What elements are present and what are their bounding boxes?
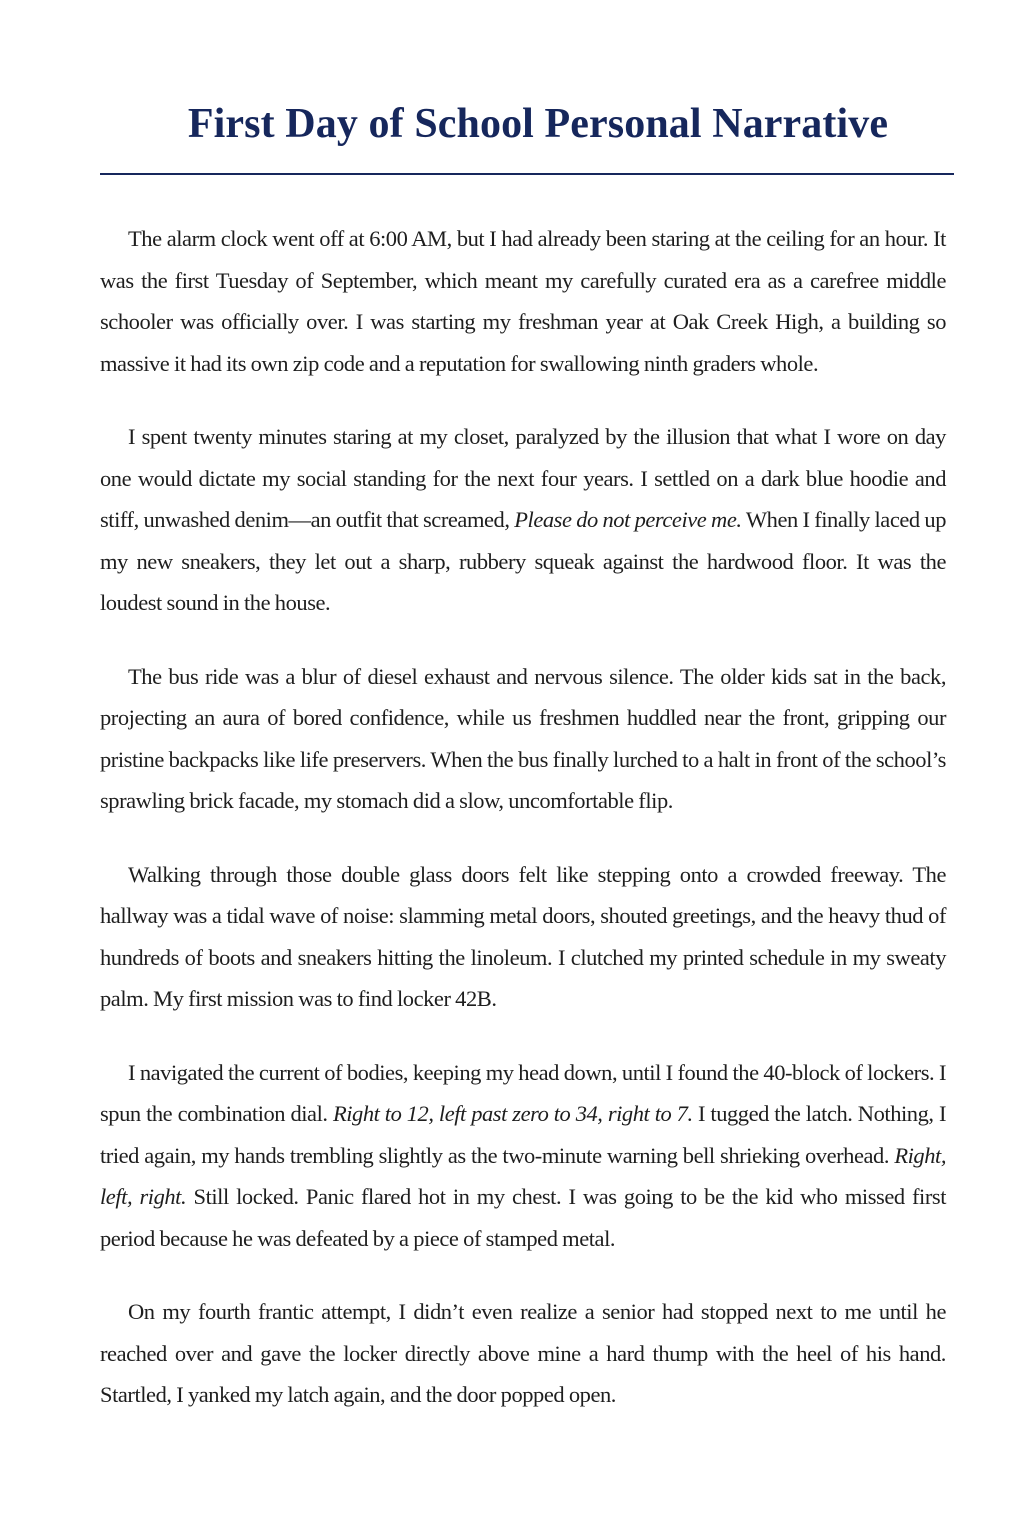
paragraph-1 — [100, 218, 946, 384]
paragraph-6 — [100, 1291, 946, 1416]
paragraph-2 — [100, 416, 946, 624]
italic-phrase: Please do not perceive me. — [514, 507, 742, 532]
text-segment: On my fourth frantic attempt, I didn’t even realize a senior had stopped next to me until he reached over and gave the locker directly above mine a hard thump with the heel of his hand. Startled, I yanked my latch again, and the door popped open. — [100, 1299, 946, 1407]
narrative-body — [100, 218, 946, 1416]
text-segment: When I finally laced up my new sneakers, they let out a sharp, rubbery squeak against the hardwood floor. It was the loudest sound in the house. — [100, 507, 947, 615]
text-segment: I tugged the latch. Nothing, I tried again, my hands trembling slightly as the two-minute warning bell shrieking overhead. — [100, 1101, 946, 1168]
text-segment: The alarm clock went off at 6:00 AM, but I had already been staring at the ceiling for an hour. It was the first Tuesday of September, which meant my carefully curated era as a carefree middle schooler was officially over. I was starting my freshman year at Oak Creek High, a building so massive it had its own zip code and a reputation for swallowing ninth graders whole. — [100, 226, 946, 376]
paragraph-3 — [100, 656, 946, 822]
text-segment: Walking through those double glass doors felt like stepping onto a crowded freeway. The hallway was a tidal wave of noise: slamming metal doors, shouted greetings, and the heavy thud of hundreds of boots and sneakers hitting the linoleum. I clutched my printed schedule in my sweaty palm. My first mission was to find locker 42B. — [100, 861, 946, 1011]
document-title: First Day of School Personal Narrative — [187, 101, 889, 147]
paragraph-4 — [100, 854, 946, 1020]
text-segment: The bus ride was a blur of diesel exhaust and nervous silence. The older kids sat in the back, projecting an aura of bored confidence, while us freshmen huddled near the front, gripping our pristine backpacks like life preservers. When the bus finally lurched to a halt in front of the school’s sprawling brick facade, my stomach did a slow, uncomfortable flip. — [100, 663, 946, 813]
text-segment: I navigated the current of bodies, keeping my head down, until I found the 40-block of lockers. I spun the combination dial. — [100, 1059, 946, 1126]
italic-phrase: Right, left, right. — [100, 1142, 946, 1209]
italic-phrase: Right to 12, left past zero to 34, right to 7. — [332, 1101, 693, 1126]
text-segment: I spent twenty minutes staring at my closet, paralyzed by the illusion that what I wore on day one would dictate my social standing for the next four years. I settled on a dark blue hoodie and stiff, unwashed denim—an outfit that screamed, — [100, 424, 946, 532]
paragraph-5 — [100, 1052, 946, 1260]
title-divider — [100, 173, 954, 175]
text-segment: Still locked. Panic flared hot in my chest. I was going to be the kid who missed first period because he was defeated by a piece of stamped metal. — [100, 1184, 946, 1251]
